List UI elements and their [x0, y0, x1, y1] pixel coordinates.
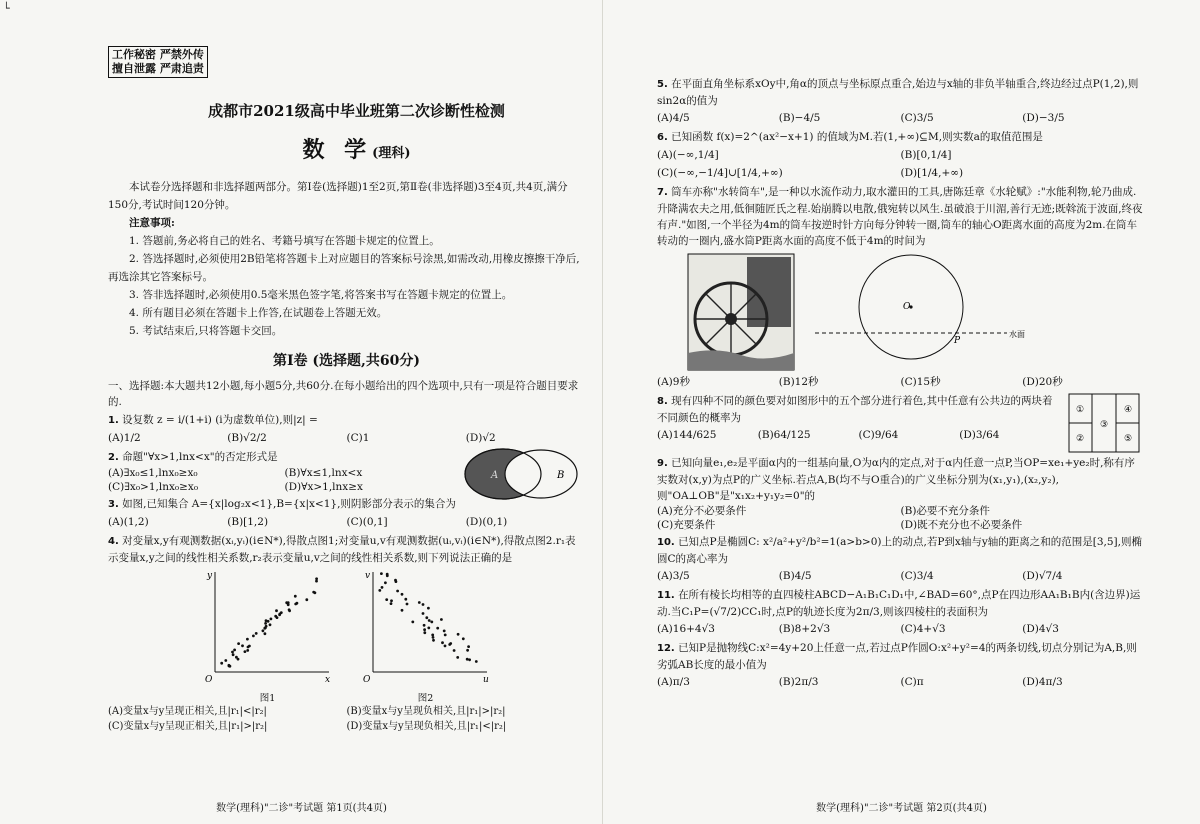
option: (D)∀x>1,lnx≥x	[284, 481, 363, 493]
note-item: 5. 考试结束后,只将答题卡交回。	[129, 325, 283, 337]
scatter-plot-1	[203, 568, 333, 686]
scatter-point	[456, 633, 459, 636]
figure-1-caption: 图1	[259, 693, 276, 704]
option: (A)(1,2)	[108, 516, 149, 528]
question-4: 4. 对变量x,y有观测数据(xᵢ,yᵢ)(i∈N*),得散点图1;对变量u,v有观测数据(uᵢ,vᵢ)(i∈N*),得散点图2.r₁表示变量x,y之间的线性相关系数,r₂表示变量u,v之间的线性相关系数,则下列说法正确的是	[108, 535, 576, 564]
scatter-point	[411, 621, 414, 624]
scatter-point	[269, 618, 272, 621]
scatter-point	[461, 637, 464, 640]
q2-q3-block	[108, 447, 585, 513]
scatter-point	[231, 651, 234, 654]
coloring-grid	[1068, 393, 1140, 453]
scatter-point	[224, 659, 227, 662]
scatter-point	[286, 603, 289, 606]
option: (B)必要不充分条件	[900, 505, 990, 517]
scatter-point	[432, 639, 435, 642]
intro-text: 本试卷分选择题和非选择题两部分。第Ⅰ卷(选择题)1至2页,第Ⅱ卷(非选择题)3至4页,共4页,满分150分,考试时间120分钟。	[108, 181, 568, 211]
scatter-point	[233, 649, 236, 652]
question-10: 10. 已知点P是椭圆C: x²/a²+y²/b²=1(a>b>0)上的动点,若P到x轴与y轴的距离之和的范围是[3,5],则椭圆C的离心率为	[657, 536, 1142, 565]
scatter-point	[465, 658, 468, 661]
option: (D)3/64	[959, 429, 1000, 441]
scatter-point	[430, 621, 433, 624]
section-intro: 一、选择题:本大题共12小题,每小题5分,共60分.在每小题给出的四个选项中,只有一项是符合题目要求的.	[108, 380, 579, 408]
note-item: 3. 答非选择题时,必须使用0.5毫米黑色签字笔,将答案书写在答题卡规定的位置上。	[129, 289, 513, 301]
scatter-point	[384, 581, 387, 584]
option: (D)√7/4	[1022, 570, 1063, 582]
y-axis-label: y	[206, 571, 212, 581]
cell-label: ③	[1100, 420, 1109, 430]
cell-label: ⑤	[1124, 434, 1133, 444]
page-footer: 数学(理科)"二诊"考试题 第1页(共4页)	[216, 803, 387, 814]
option: (B)√2/2	[227, 432, 267, 444]
x-axis-label: u	[482, 675, 489, 685]
scatter-point	[235, 656, 238, 659]
scatter-point	[396, 590, 399, 593]
scatter-point	[449, 642, 452, 645]
q6-options	[657, 146, 1144, 182]
scatter-point	[431, 636, 434, 639]
q7-figures	[687, 253, 1144, 371]
scatter-point	[442, 630, 445, 633]
option: (D)变量x与y呈现负相关,且|r₁|<|r₂|	[346, 721, 507, 732]
question-7: 7. 筒车亦称"水转筒车",是一种以水流作动力,取水灌田的工具,唐陈廷章《水轮赋》:"水能利物,轮乃曲成.升降满农夫之用,低徊随匠氏之程.始崩腾以电散,俄宛转以风生.虽破浪于川湄,善行无迹;既斡流于波面,终夜有声."如图,一个半径为4m的筒车按逆时针方向每分钟转一圈,筒车的轴心O距离水面的高度为2m.在筒车转动的一圈内,盛水筒P距离水面的高度不低于4m的时间为	[657, 186, 1143, 247]
scatter-point	[241, 644, 244, 647]
option: (C)3/5	[900, 112, 934, 124]
cell-label: ④	[1124, 405, 1133, 415]
option: (A)16+4√3	[657, 623, 715, 635]
exam-title: 成都市2021级高中毕业班第二次诊断性检测	[208, 102, 505, 120]
scatter-point	[254, 632, 257, 635]
point-p-label: P	[954, 336, 961, 346]
scatter-point	[252, 635, 255, 638]
scatter-point	[378, 589, 381, 592]
question-8: 8. 现有四种不同的颜色要对如图形中的五个部分进行着色,其中任意有公共边的两块着不同颜色的概率为	[657, 395, 1053, 424]
scatter-point	[421, 603, 424, 606]
q3-options	[108, 513, 585, 531]
scatter-point	[315, 580, 318, 583]
option: (A)充分不必要条件	[657, 505, 747, 517]
scatter-point	[288, 609, 291, 612]
scatter-point	[441, 641, 444, 644]
option: (B)4/5	[778, 570, 812, 582]
figure-2-caption: 图2	[417, 693, 434, 704]
scatter-point	[228, 665, 231, 668]
q8-options	[657, 426, 1060, 444]
option: (B)变量x与y呈现负相关,且|r₁|>|r₂|	[346, 706, 506, 717]
scatter-point	[278, 613, 281, 616]
option: (D)既不充分也不必要条件	[900, 519, 1023, 531]
q12-options	[657, 673, 1144, 691]
option: (A)9秒	[657, 376, 690, 388]
note-item: 1. 答题前,务必将自己的姓名、考籍号填写在答题卡规定的位置上。	[129, 235, 440, 247]
scatter-point	[220, 662, 223, 665]
q11-options	[657, 620, 1144, 638]
scatter-point	[385, 574, 388, 577]
scatter-point	[274, 615, 277, 618]
scatter-point	[423, 631, 426, 634]
scatter-point	[294, 603, 297, 606]
option: (D)(0,1)	[465, 516, 508, 528]
q9-options	[657, 504, 1144, 532]
option: (A)(−∞,1/4]	[657, 149, 719, 161]
option: (D)−3/5	[1022, 112, 1065, 124]
option: (C)充要条件	[657, 519, 716, 531]
scatter-point	[405, 603, 408, 606]
scatter-point	[452, 649, 455, 652]
note-item: 4. 所有题目必须在答题卡上作答,在试题卷上答题无效。	[129, 307, 388, 319]
option: (A)变量x与y呈现正相关,且|r₁|<|r₂|	[108, 706, 267, 717]
cell-label: ①	[1076, 405, 1085, 415]
scatter-point	[417, 601, 420, 604]
circle-diagram	[811, 253, 1051, 371]
scatter-point	[305, 598, 308, 601]
question-1: 1. 设复数 z = i/(1+i) (i为虚数单位),则|z| =	[108, 414, 318, 426]
section-title: 第Ⅰ卷 (选择题,共60分)	[272, 353, 421, 369]
scatter-point	[422, 624, 425, 627]
option: (D)20秒	[1022, 376, 1063, 388]
q5-options	[657, 109, 1144, 127]
option: (A)1/2	[108, 432, 141, 444]
option: (A)144/625	[657, 429, 717, 441]
secret-label: 工作秘密 严禁外传 擅自泄露 严肃追责	[108, 46, 208, 78]
option: (B)2π/3	[778, 676, 819, 688]
option: (C)(0,1]	[346, 516, 388, 528]
scatter-point	[231, 653, 234, 656]
water-label: 水面	[1009, 330, 1025, 339]
option: (A)3/5	[657, 570, 690, 582]
option: (D)[1/4,+∞)	[900, 167, 964, 179]
q2-options	[108, 466, 461, 494]
option: (C)(−∞,−1/4]∪[1/4,+∞)	[657, 167, 783, 179]
option: (A)∃x₀≤1,lnx₀≥x₀	[108, 467, 198, 479]
x-axis-label: x	[324, 675, 330, 685]
scatter-point	[474, 660, 477, 663]
corner-mark: └	[3, 2, 10, 15]
page-footer: 数学(理科)"二诊"考试题 第2页(共4页)	[816, 803, 987, 814]
venn-diagram	[461, 447, 585, 501]
scatter-point	[436, 627, 439, 630]
scatter-point	[261, 629, 264, 632]
option: (C)9/64	[858, 429, 899, 441]
cell-label: ②	[1076, 434, 1085, 444]
question-12: 12. 已知P是抛物线C:x²=4y+20上任意一点,若过点P作圆O:x²+y²=4的两条切线,切点分别记为A,B,则劣弧AB长度的最小值为	[657, 642, 1137, 671]
scatter-point	[427, 619, 430, 622]
scatter-point	[385, 598, 388, 601]
notes-heading: 注意事项:	[129, 217, 175, 229]
option: (B)[0,1/4]	[900, 149, 952, 161]
q1-options	[108, 429, 585, 447]
scatter-point	[427, 607, 430, 610]
scatter-point	[443, 645, 446, 648]
q10-options	[657, 567, 1144, 585]
venn-label-b: B	[557, 470, 565, 481]
option: (B)[1,2)	[227, 516, 269, 528]
center-label: O	[903, 302, 911, 312]
option: (B)12秒	[778, 376, 819, 388]
option: (A)4/5	[657, 112, 690, 124]
option: (B)8+2√3	[778, 623, 831, 635]
option: (B)∀x≤1,lnx<x	[284, 467, 363, 479]
origin-label: O	[204, 675, 212, 685]
question-6: 6. 已知函数 f(x)=2^(ax²−x+1) 的值域为M.若(1,+∞)⊆M,则实数a的取值范围是	[657, 131, 1043, 143]
note-item: 2. 答选择题时,必须使用2B铅笔将答题卡上对应题目的答案标号涂黑,如需改动,用橡皮擦擦干净后,再选涂其它答案标号。	[108, 253, 580, 283]
option: (C)∃x₀>1,lnx₀≥x₀	[108, 481, 199, 493]
scatter-point	[380, 572, 383, 575]
question-5: 5. 在平面直角坐标系xOy中,角α的顶点与坐标原点重合,始边与x轴的非负半轴重合,终边经过点P(1,2),则sin2α的值为	[657, 78, 1139, 107]
scatter-point	[400, 593, 403, 596]
q7-options	[657, 373, 1144, 391]
scatter-point	[264, 625, 267, 628]
scatter-point	[440, 618, 443, 621]
origin-label: O	[362, 675, 370, 685]
option: (C)4+√3	[900, 623, 946, 635]
scatter-point	[243, 650, 246, 653]
scatter-point	[293, 595, 296, 598]
scatter-point	[390, 599, 393, 602]
venn-label-a: A	[491, 470, 499, 481]
scatter-point	[443, 634, 446, 637]
question-11: 11. 在所有棱长均相等的直四棱柱ABCD−A₁B₁C₁D₁中,∠BAD=60°,点P在四边形AA₁B₁B内(含边界)运动.当C₁P=(√7/2)CC₁时,点P的轨迹长度为2π/3,则该四棱柱的表面积为	[657, 589, 1141, 618]
option: (D)√2	[465, 432, 496, 444]
scatter-point	[421, 612, 424, 615]
scatter-point	[268, 623, 271, 626]
option: (A)π/3	[657, 676, 690, 688]
y-axis-label: v	[364, 571, 370, 581]
waterwheel-illustration	[687, 253, 795, 371]
scatter-point	[246, 649, 249, 652]
scatter-point	[404, 598, 407, 601]
scatter-point	[312, 591, 315, 594]
q8-block	[657, 391, 1144, 453]
question-3: 3. 如图,已知集合 A={x|log₂x<1},B={x|x<1},则阴影部分表示的集合为	[108, 498, 456, 510]
scatter-point	[264, 622, 267, 625]
scatter-point	[380, 586, 383, 589]
scatter-plot-2	[361, 568, 491, 686]
scatter-point	[456, 656, 459, 659]
question-9: 9. 已知向量e₁,e₂是平面α内的一组基向量,O为α内的定点,对于α内任意一点P,当OP=xe₁+ye₂时,称有序实数对(x,y)为点P的广义坐标.若点A,B(均不与O重合)的广义坐标分别为(x₁,y₁),(x₂,y₂),则"OA⊥OB"是"x₁x₂+y₁y₂=0"的	[657, 457, 1135, 502]
scatter-point	[467, 645, 470, 648]
scatter-point	[427, 627, 430, 630]
scatter-point	[400, 609, 403, 612]
option: (B)64/125	[757, 429, 811, 441]
scatter-point	[246, 638, 249, 641]
option: (D)4π/3	[1022, 676, 1063, 688]
scatter-point	[263, 632, 266, 635]
scatter-point	[394, 579, 397, 582]
scatter-point	[237, 642, 240, 645]
option: (B)−4/5	[778, 112, 821, 124]
scatter-point	[275, 609, 278, 612]
scatter-point	[246, 646, 249, 649]
scatter-point	[264, 619, 267, 622]
page-2	[603, 0, 1200, 824]
scatter-figures	[108, 568, 585, 704]
scatter-point	[466, 649, 469, 652]
option: (C)π	[900, 676, 924, 688]
option: (C)1	[346, 432, 370, 444]
option: (C)15秒	[900, 376, 941, 388]
scatter-point	[431, 634, 434, 637]
option: (D)4√3	[1022, 623, 1059, 635]
subject-title: 数 学(理科)	[302, 137, 411, 163]
question-2: 2. 命题"∀x>1,lnx<x"的否定形式是	[108, 451, 278, 463]
scatter-point	[425, 616, 428, 619]
q4-options	[108, 704, 585, 734]
option: (C)变量x与y呈现正相关,且|r₁|>|r₂|	[108, 721, 268, 732]
scatter-point	[423, 628, 426, 631]
option: (C)3/4	[900, 570, 934, 582]
scatter-point	[389, 602, 392, 605]
scatter-point	[468, 658, 471, 661]
